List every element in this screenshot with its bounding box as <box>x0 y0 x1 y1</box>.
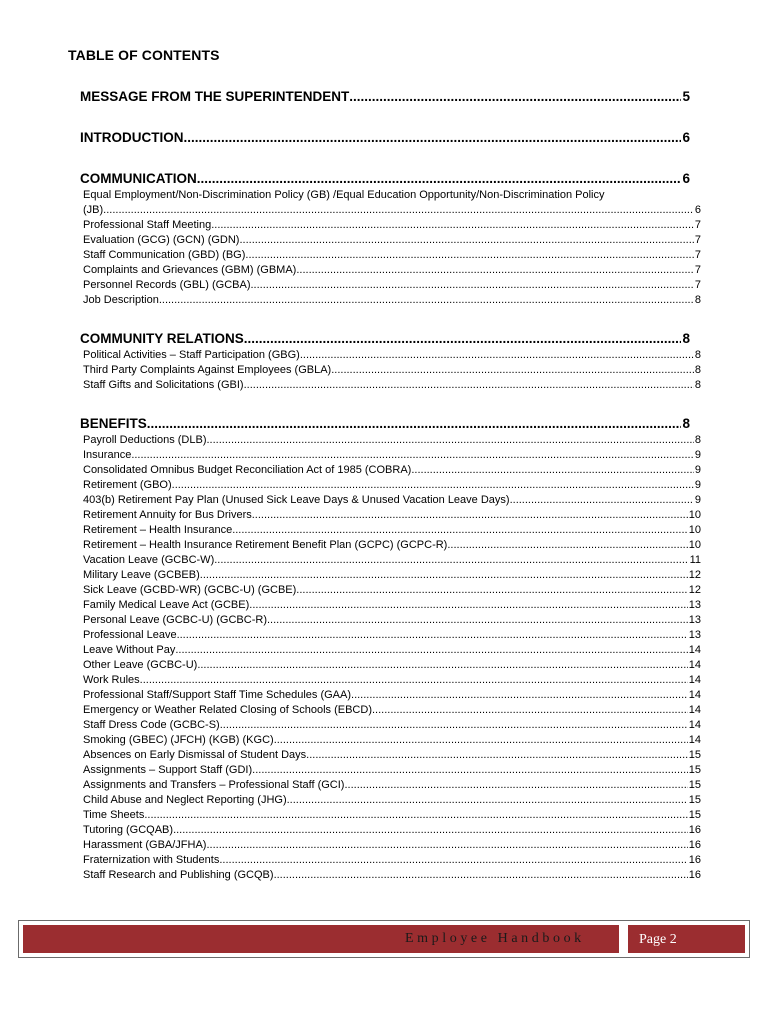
toc-page-number: 6 <box>682 171 690 186</box>
toc-item[interactable] <box>83 778 701 793</box>
toc-item[interactable] <box>83 218 701 233</box>
toc-item[interactable] <box>83 658 701 673</box>
toc-page-number: 11 <box>689 554 701 566</box>
toc-item-title: Absences on Early Dismissal of Student Days <box>83 749 307 761</box>
toc-page-number: 8 <box>694 349 701 361</box>
toc-item-title: Personnel Records (GBL) (GCBA) <box>83 279 251 291</box>
toc-item[interactable] <box>83 508 701 523</box>
toc-page-number: 14 <box>688 659 701 671</box>
toc-item[interactable] <box>83 823 701 838</box>
toc-item-title: Personal Leave (GCBC-U) (GCBC-R) <box>83 614 267 626</box>
toc-item-title: Tutoring (GCQAB) <box>83 824 174 836</box>
toc-page-number: 12 <box>688 584 701 596</box>
toc-page-number: 6 <box>682 130 690 145</box>
toc-page-number: 14 <box>688 674 701 686</box>
toc-item[interactable] <box>83 838 701 853</box>
toc-item[interactable] <box>83 628 701 643</box>
toc-item-title: (JB) <box>83 204 104 216</box>
toc-page-number: 8 <box>682 331 690 346</box>
toc-item[interactable] <box>83 448 701 463</box>
toc-page-number: 15 <box>688 794 701 806</box>
toc-page-number: 10 <box>688 524 701 536</box>
toc-item[interactable] <box>83 748 701 763</box>
toc-item-title: Harassment (GBA/JFHA) <box>83 839 207 851</box>
toc-page-number: 15 <box>688 779 701 791</box>
toc-item-title: Staff Research and Publishing (GCQB) <box>83 869 274 881</box>
toc-page-number: 15 <box>688 809 701 821</box>
toc-section-communication[interactable] <box>80 170 690 188</box>
toc-page-number: 7 <box>694 249 701 261</box>
toc-item[interactable] <box>83 203 701 218</box>
toc-page-number: 8 <box>694 379 701 391</box>
toc-item-title: Retirement – Health Insurance Retirement Benefit Plan (GCPC) (GCPC-R) <box>83 539 448 551</box>
toc-item-title: Work Rules <box>83 674 140 686</box>
toc-page-number: 8 <box>694 364 701 376</box>
toc-item[interactable] <box>83 523 701 538</box>
toc-page-number: 13 <box>688 614 701 626</box>
footer-handbook-label: Employee Handbook <box>405 931 585 946</box>
toc-item-title: Professional Staff Meeting <box>83 219 212 231</box>
toc-item[interactable] <box>83 348 701 363</box>
toc-page-number: 8 <box>682 416 690 431</box>
footer-page-label: Page 2 <box>639 932 677 947</box>
toc-item[interactable] <box>83 673 701 688</box>
toc-section-title: INTRODUCTION <box>80 130 184 145</box>
toc-item-title: Staff Communication (GBD) (BG) <box>83 249 246 261</box>
toc-item[interactable] <box>83 278 701 293</box>
toc-item-title: Professional Leave <box>83 629 177 641</box>
toc-section-title: MESSAGE FROM THE SUPERINTENDENT <box>80 89 350 104</box>
toc-item[interactable] <box>83 718 701 733</box>
toc-page-number: 9 <box>694 479 701 491</box>
toc-item-title: Emergency or Weather Related Closing of Schools (EBCD) <box>83 704 372 716</box>
toc-page-number: 9 <box>694 464 701 476</box>
toc-page-number: 14 <box>688 689 701 701</box>
toc-page-number: 10 <box>688 509 701 521</box>
toc-item-title: Retirement (GBO) <box>83 479 172 491</box>
toc-page-number: 14 <box>688 734 701 746</box>
toc-page-number: 9 <box>694 449 701 461</box>
toc-page-number: 10 <box>688 539 701 551</box>
toc-item[interactable] <box>83 493 701 508</box>
toc-item-title: Third Party Complaints Against Employees (GBLA) <box>83 364 332 376</box>
toc-page-number: 12 <box>688 569 701 581</box>
toc-page-number: 6 <box>694 204 701 216</box>
toc-item-title: Vacation Leave (GCBC-W) <box>83 554 215 566</box>
toc-page-number: 16 <box>688 824 701 836</box>
toc-item-title: Fraternization with Students <box>83 854 220 866</box>
toc-page-number: 13 <box>688 599 701 611</box>
toc-section-benefits[interactable] <box>80 415 690 433</box>
toc-item[interactable] <box>83 808 701 823</box>
toc-page-number: 16 <box>688 854 701 866</box>
footer-divider <box>619 921 628 957</box>
toc-page-number: 13 <box>688 629 701 641</box>
toc-item-title: Military Leave (GCBEB) <box>83 569 200 581</box>
toc-page-number: 5 <box>682 89 690 104</box>
toc-item[interactable] <box>83 613 701 628</box>
toc-item[interactable] <box>83 263 701 278</box>
page-footer <box>18 920 750 958</box>
toc-item[interactable] <box>83 433 701 448</box>
toc-item[interactable] <box>83 583 701 598</box>
toc-item[interactable] <box>83 538 701 553</box>
toc-page-number: 8 <box>694 434 701 446</box>
toc-section-title: COMMUNICATION <box>80 171 197 186</box>
toc-page-number: 9 <box>694 494 701 506</box>
toc-item-title: Job Description <box>83 294 159 306</box>
toc-page-number: 7 <box>694 234 701 246</box>
toc-item-title: Retirement Annuity for Bus Drivers <box>83 509 252 521</box>
toc-item[interactable] <box>83 643 701 658</box>
toc-item[interactable] <box>83 793 701 808</box>
toc-page-number: 14 <box>688 644 701 656</box>
toc-item-title: Political Activities – Staff Participation (GBG) <box>83 349 300 361</box>
toc-section-title: BENEFITS <box>80 416 147 431</box>
toc-page-number: 14 <box>688 704 701 716</box>
toc-item-title: Insurance <box>83 449 132 461</box>
toc-item[interactable] <box>83 568 701 583</box>
toc-item[interactable] <box>83 478 701 493</box>
toc-item[interactable] <box>83 688 701 703</box>
toc-item-title: Complaints and Grievances (GBM) (GBMA) <box>83 264 297 276</box>
toc-item[interactable] <box>83 703 701 718</box>
toc-item-title: Staff Dress Code (GCBC-S) <box>83 719 220 731</box>
toc-item-title: Staff Gifts and Solicitations (GBI) <box>83 379 244 391</box>
toc-item-title: Family Medical Leave Act (GCBE) <box>83 599 250 611</box>
toc-item-title: 403(b) Retirement Pay Plan (Unused Sick Leave Days & Unused Vacation Leave Days) <box>83 494 510 506</box>
toc-page-number: 15 <box>688 749 701 761</box>
toc-item-title: Assignments – Support Staff (GDI) <box>83 764 253 776</box>
toc-item-title: Child Abuse and Neglect Reporting (JHG) <box>83 794 287 806</box>
toc-item[interactable] <box>83 378 701 393</box>
toc-item-title: Professional Staff/Support Staff Time Schedules (GAA) <box>83 689 352 701</box>
toc-item[interactable] <box>83 868 701 883</box>
toc-page-number: 14 <box>688 719 701 731</box>
toc-item[interactable] <box>83 733 701 748</box>
toc-item[interactable] <box>83 248 701 263</box>
toc-section-title: COMMUNITY RELATIONS <box>80 331 244 346</box>
page-title: TABLE OF CONTENTS <box>68 47 220 63</box>
toc-item-title-line1[interactable]: Equal Employment/Non-Discrimination Policy (GB) /Equal Education Opportunity/Non-Discrimination Policy <box>83 189 605 201</box>
toc-item[interactable] <box>83 363 701 378</box>
toc-page-number: 8 <box>694 294 701 306</box>
toc-page-number: 15 <box>688 764 701 776</box>
toc-page-number: 7 <box>694 219 701 231</box>
toc-item-title: Retirement – Health Insurance <box>83 524 233 536</box>
toc-page-number: 7 <box>694 264 701 276</box>
toc-item[interactable] <box>83 233 701 248</box>
toc-item-title: Payroll Deductions (DLB) <box>83 434 207 446</box>
toc-item-title: Leave Without Pay <box>83 644 176 656</box>
toc-item-title: Other Leave (GCBC-U) <box>83 659 198 671</box>
toc-item[interactable] <box>83 293 701 308</box>
toc-item[interactable] <box>83 598 701 613</box>
toc-item[interactable] <box>83 763 701 778</box>
toc-section-superintendent[interactable] <box>80 88 690 106</box>
toc-item[interactable] <box>83 853 701 868</box>
toc-item-title: Consolidated Omnibus Budget Reconciliation Act of 1985 (COBRA) <box>83 464 412 476</box>
toc-item-title: Smoking (GBEC) (JFCH) (KGB) (KGC) <box>83 734 274 746</box>
toc-page-number: 16 <box>688 839 701 851</box>
toc-item-title: Sick Leave (GCBD-WR) (GCBC-U) (GCBE) <box>83 584 297 596</box>
toc-item[interactable] <box>83 553 701 568</box>
toc-item-title: Assignments and Transfers – Professional Staff (GCI) <box>83 779 345 791</box>
toc-item-title: Time Sheets <box>83 809 145 821</box>
toc-page-number: 7 <box>694 279 701 291</box>
toc-section-introduction[interactable] <box>80 129 690 147</box>
footer-bar <box>23 925 745 953</box>
toc-section-community-relations[interactable] <box>80 330 690 348</box>
toc-page-number: 16 <box>688 869 701 881</box>
toc-item-title: Evaluation (GCG) (GCN) (GDN) <box>83 234 240 246</box>
toc-item[interactable] <box>83 463 701 478</box>
